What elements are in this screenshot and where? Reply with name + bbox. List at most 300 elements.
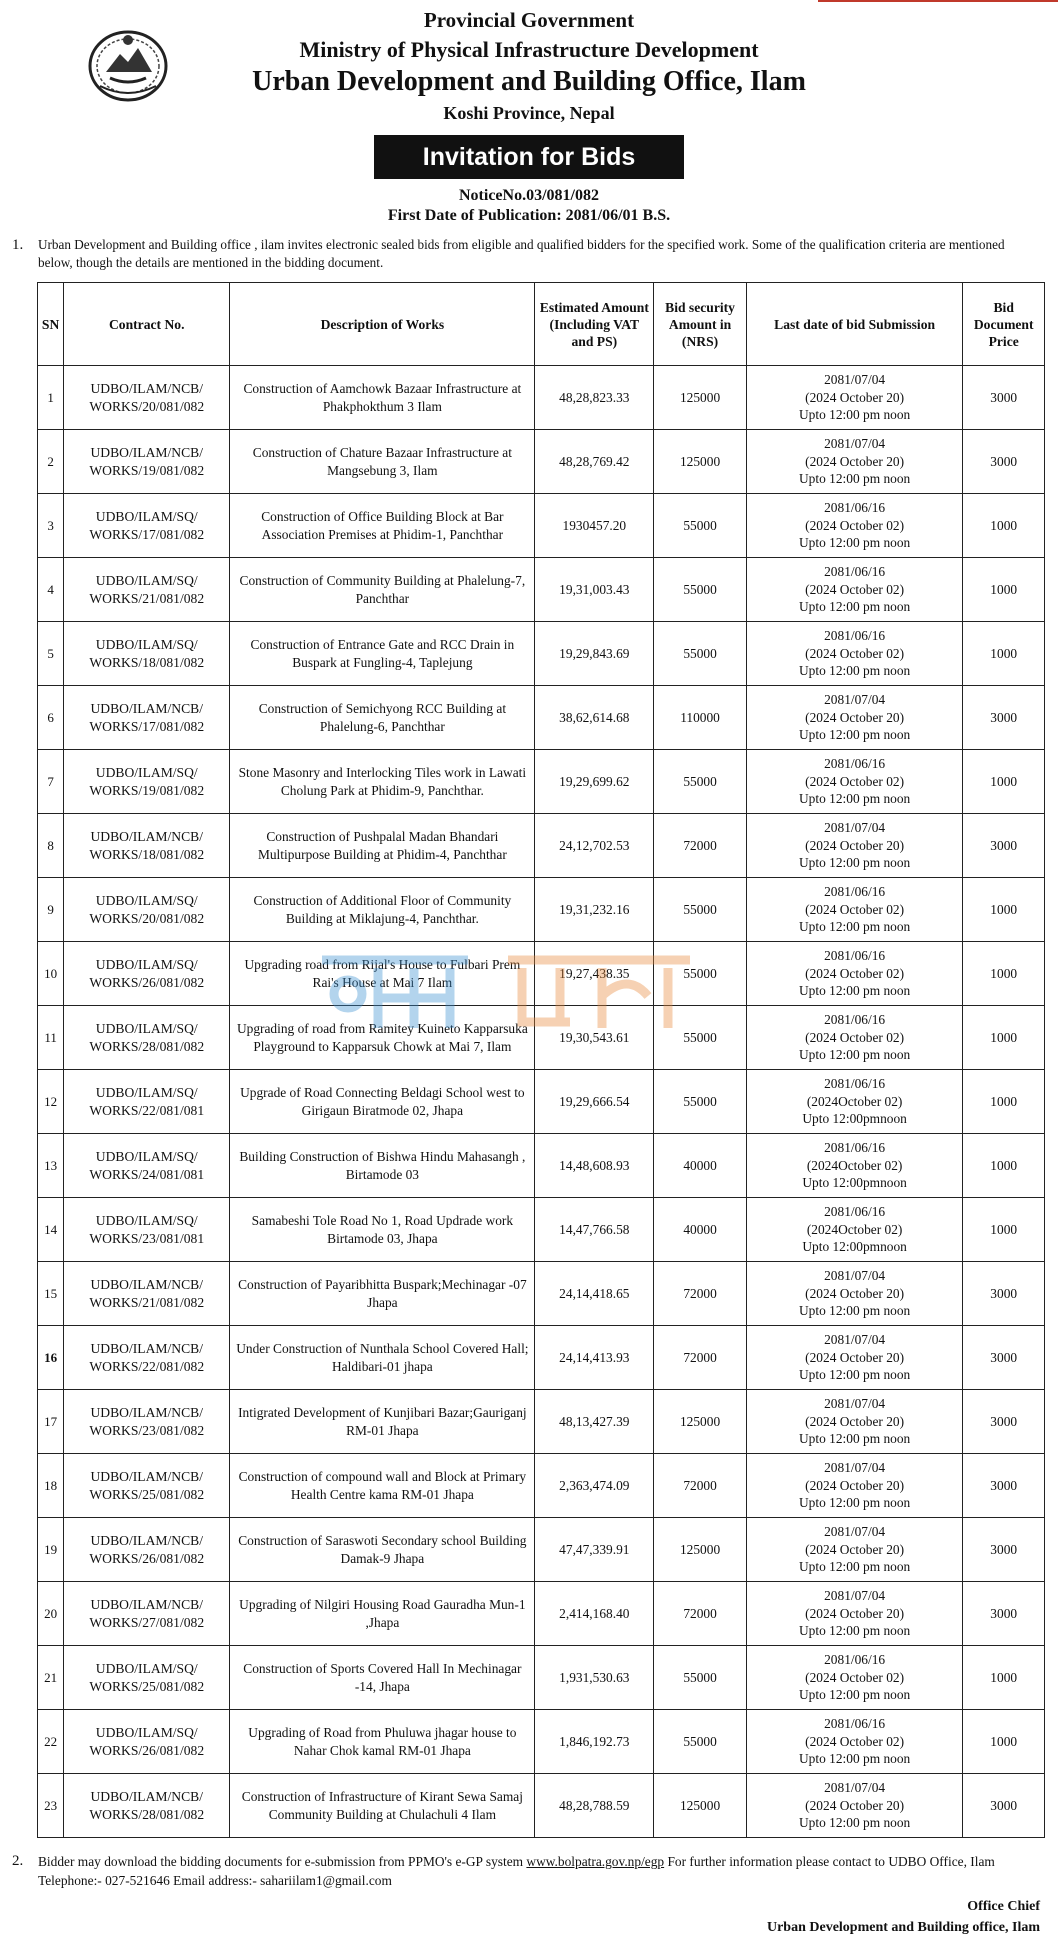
cell-amount: 19,29,699.62 — [535, 750, 654, 814]
date-bs: 2081/07/04 — [824, 692, 886, 708]
contract-line-2: WORKS/17/081/082 — [89, 526, 205, 542]
contract-line-1: UDBO/ILAM/SQ/ — [95, 957, 198, 972]
cell-contract — [64, 1134, 230, 1198]
cell-sn: 6 — [38, 686, 64, 750]
cell-amount: 1,846,192.73 — [535, 1710, 654, 1774]
cell-price: 3000 — [963, 366, 1045, 430]
cell-sn: 1 — [38, 366, 64, 430]
cell-last-date — [746, 1518, 963, 1582]
top-red-rule — [818, 0, 1058, 2]
cell-price: 3000 — [963, 1390, 1045, 1454]
date-ad: (2024October 02) — [806, 1093, 903, 1109]
contract-line-2: WORKS/22/081/081 — [89, 1102, 205, 1118]
cell-sn: 8 — [38, 814, 64, 878]
table-row — [38, 1454, 1045, 1518]
cell-security: 55000 — [654, 558, 747, 622]
table-row — [38, 1326, 1045, 1390]
cell-security: 55000 — [654, 622, 747, 686]
notice-number: NoticeNo.03/081/082 — [459, 187, 599, 204]
cell-price: 3000 — [963, 430, 1045, 494]
contract-line-2: WORKS/18/081/082 — [89, 654, 205, 670]
table-row — [38, 942, 1045, 1006]
contract-line-1: UDBO/ILAM/NCB/ — [90, 381, 204, 396]
cell-last-date — [746, 1774, 963, 1838]
cell-amount: 19,29,843.69 — [535, 622, 654, 686]
date-ad: (2024 October 02) — [805, 581, 905, 597]
cell-sn: 11 — [38, 1006, 64, 1070]
date-bs: 2081/07/04 — [824, 1332, 886, 1348]
date-time: Upto 12:00 pm noon — [799, 791, 911, 807]
contract-line-1: UDBO/ILAM/SQ/ — [95, 1213, 198, 1228]
cell-description: Construction of Pushpalal Madan Bhandari Multipurpose Building at Phidim-4, Panchthar — [230, 814, 535, 878]
date-bs: 2081/07/04 — [824, 820, 886, 836]
cell-amount: 19,27,438.35 — [535, 942, 654, 1006]
cell-amount: 48,28,823.33 — [535, 366, 654, 430]
date-ad: (2024 October 20) — [805, 1285, 905, 1301]
date-bs: 2081/06/16 — [824, 1652, 886, 1668]
cell-last-date — [746, 1646, 963, 1710]
cell-sn: 10 — [38, 942, 64, 1006]
cell-security: 40000 — [654, 1198, 747, 1262]
contract-line-1: UDBO/ILAM/NCB/ — [90, 1341, 204, 1356]
contract-line-1: UDBO/ILAM/NCB/ — [90, 445, 204, 460]
contract-line-2: WORKS/18/081/082 — [89, 846, 205, 862]
cell-amount: 19,31,232.16 — [535, 878, 654, 942]
cell-security: 72000 — [654, 1582, 747, 1646]
table-row — [38, 1198, 1045, 1262]
cell-price: 3000 — [963, 1454, 1045, 1518]
cell-amount: 47,47,339.91 — [535, 1518, 654, 1582]
cell-description: Upgrading of Road from Phuluwa jhagar house to Nahar Chok kamal RM-01 Jhapa — [230, 1710, 535, 1774]
cell-contract — [64, 558, 230, 622]
cell-contract — [64, 814, 230, 878]
cell-description: Construction of Infrastructure of Kirant Sewa Samaj Community Building at Chulachuli 4 Ilam — [230, 1774, 535, 1838]
contract-line-2: WORKS/28/081/082 — [89, 1038, 205, 1054]
contract-line-2: WORKS/17/081/082 — [89, 718, 205, 734]
date-bs: 2081/06/16 — [824, 884, 886, 900]
egp-link[interactable]: www.bolpatra.gov.np/egp — [526, 1854, 665, 1869]
cell-last-date — [746, 1262, 963, 1326]
table-row — [38, 814, 1045, 878]
cell-contract — [64, 1006, 230, 1070]
table-row — [38, 494, 1045, 558]
cell-security: 110000 — [654, 686, 747, 750]
cell-last-date — [746, 1326, 963, 1390]
cell-sn: 5 — [38, 622, 64, 686]
contract-line-2: WORKS/23/081/082 — [89, 1422, 205, 1438]
date-bs: 2081/07/04 — [824, 1780, 886, 1796]
cell-description: Construction of Aamchowk Bazaar Infrastructure at Phakphokthum 3 Ilam — [230, 366, 535, 430]
date-bs: 2081/07/04 — [824, 1268, 886, 1284]
date-bs: 2081/07/04 — [824, 436, 886, 452]
cell-sn: 7 — [38, 750, 64, 814]
contract-line-1: UDBO/ILAM/NCB/ — [90, 1405, 204, 1420]
cell-sn: 2 — [38, 430, 64, 494]
date-time: Upto 12:00 pm noon — [799, 1687, 911, 1703]
cell-price: 1000 — [963, 1646, 1045, 1710]
cell-price: 1000 — [963, 1006, 1045, 1070]
cell-sn: 17 — [38, 1390, 64, 1454]
cell-security: 55000 — [654, 1710, 747, 1774]
cell-amount: 2,363,474.09 — [535, 1454, 654, 1518]
cell-amount: 48,28,788.59 — [535, 1774, 654, 1838]
cell-description: Construction of Additional Floor of Community Building at Miklajung-4, Panchthar. — [230, 878, 535, 942]
date-time: Upto 12:00 pm noon — [799, 1751, 911, 1767]
table-row — [38, 878, 1045, 942]
cell-price: 1000 — [963, 494, 1045, 558]
cell-security: 72000 — [654, 1262, 747, 1326]
paragraph-2-text-end: For further information please contact to UDBO Office, Ilam Telephone:- 027-521646 Email address:- sahariilam1@gmail.com — [38, 1854, 995, 1888]
table-row — [38, 558, 1045, 622]
paragraph-1-number: 1. — [12, 237, 24, 253]
cell-amount: 24,14,413.93 — [535, 1326, 654, 1390]
cell-sn: 9 — [38, 878, 64, 942]
cell-description: Intigrated Development of Kunjibari Bazar;Gauriganj RM-01 Jhapa — [230, 1390, 535, 1454]
cell-last-date — [746, 1454, 963, 1518]
date-ad: (2024 October 20) — [805, 1605, 905, 1621]
cell-security: 72000 — [654, 814, 747, 878]
cell-last-date — [746, 366, 963, 430]
date-bs: 2081/07/04 — [824, 1524, 886, 1540]
publication-date: First Date of Publication: 2081/06/01 B.S. — [387, 207, 671, 224]
contract-line-1: UDBO/ILAM/SQ/ — [95, 893, 198, 908]
date-bs: 2081/06/16 — [824, 948, 886, 964]
contract-line-2: WORKS/19/081/082 — [89, 782, 205, 798]
cell-description: Construction of Office Building Block at Bar Association Premises at Phidim-1, Panchthar — [230, 494, 535, 558]
cell-description: Construction of Saraswoti Secondary school Building Damak-9 Jhapa — [230, 1518, 535, 1582]
date-time: Upto 12:00pmnoon — [802, 1175, 907, 1191]
cell-description: Construction of Chature Bazaar Infrastructure at Mangsebung 3, Ilam — [230, 430, 535, 494]
contract-line-2: WORKS/22/081/082 — [89, 1358, 205, 1374]
cell-description: Construction of compound wall and Block at Primary Health Centre kama RM-01 Jhapa — [230, 1454, 535, 1518]
cell-security: 55000 — [654, 750, 747, 814]
cell-security: 72000 — [654, 1326, 747, 1390]
contract-line-2: WORKS/26/081/082 — [89, 1742, 205, 1758]
cell-amount: 19,29,666.54 — [535, 1070, 654, 1134]
table-row — [38, 430, 1045, 494]
contract-line-2: WORKS/23/081/081 — [89, 1230, 205, 1246]
contract-line-1: UDBO/ILAM/SQ/ — [95, 1085, 198, 1100]
cell-security: 40000 — [654, 1134, 747, 1198]
contract-line-2: WORKS/24/081/081 — [89, 1166, 205, 1182]
date-bs: 2081/06/16 — [824, 628, 886, 644]
date-time: Upto 12:00 pm noon — [799, 599, 911, 615]
cell-price: 3000 — [963, 1326, 1045, 1390]
date-ad: (2024 October 20) — [805, 709, 905, 725]
date-bs: 2081/07/04 — [824, 1460, 886, 1476]
date-ad: (2024 October 20) — [805, 1349, 905, 1365]
table-row — [38, 1646, 1045, 1710]
date-time: Upto 12:00pmnoon — [802, 1239, 907, 1255]
cell-price: 1000 — [963, 622, 1045, 686]
cell-security: 55000 — [654, 1006, 747, 1070]
date-bs: 2081/06/16 — [824, 756, 886, 772]
cell-contract — [64, 430, 230, 494]
date-time: Upto 12:00 pm noon — [799, 855, 911, 871]
date-ad: (2024 October 02) — [805, 1669, 905, 1685]
cell-sn: 3 — [38, 494, 64, 558]
date-time: Upto 12:00 pm noon — [799, 1047, 911, 1063]
cell-amount: 48,13,427.39 — [535, 1390, 654, 1454]
cell-description: Construction of Entrance Gate and RCC Drain in Buspark at Fungling-4, Taplejung — [230, 622, 535, 686]
cell-contract — [64, 1262, 230, 1326]
contract-line-2: WORKS/20/081/082 — [89, 910, 205, 926]
cell-description: Construction of Sports Covered Hall In Mechinagar -14, Jhapa — [230, 1646, 535, 1710]
cell-amount: 19,31,003.43 — [535, 558, 654, 622]
date-time: Upto 12:00 pm noon — [799, 1815, 911, 1831]
cell-last-date — [746, 1070, 963, 1134]
cell-price: 3000 — [963, 686, 1045, 750]
cell-description: Under Construction of Nunthala School Covered Hall; Haldibari-01 jhapa — [230, 1326, 535, 1390]
header-estimated-amount: Estimated Amount (Including VAT and PS) — [535, 283, 654, 366]
contract-line-1: UDBO/ILAM/NCB/ — [90, 1533, 204, 1548]
cell-sn: 15 — [38, 1262, 64, 1326]
contract-line-1: UDBO/ILAM/SQ/ — [95, 1725, 198, 1740]
contract-line-1: UDBO/ILAM/NCB/ — [90, 1277, 204, 1292]
contract-line-1: UDBO/ILAM/NCB/ — [90, 1789, 204, 1804]
cell-description: Building Construction of Bishwa Hindu Mahasangh , Birtamode 03 — [230, 1134, 535, 1198]
date-time: Upto 12:00 pm noon — [799, 407, 911, 423]
date-bs: 2081/06/16 — [824, 1076, 886, 1092]
date-ad: (2024 October 20) — [805, 1541, 905, 1557]
signature-title: Office Chief — [967, 1899, 1040, 1914]
date-ad: (2024 October 20) — [805, 1413, 905, 1429]
cell-security: 125000 — [654, 366, 747, 430]
date-ad: (2024 October 02) — [805, 773, 905, 789]
cell-contract — [64, 1070, 230, 1134]
table-row — [38, 1262, 1045, 1326]
cell-description: Upgrade of Road Connecting Beldagi School west to Girigaun Biratmode 02, Jhapa — [230, 1070, 535, 1134]
paragraph-2-number: 2. — [12, 1853, 24, 1869]
cell-security: 125000 — [654, 1390, 747, 1454]
date-bs: 2081/06/16 — [824, 1716, 886, 1732]
cell-last-date — [746, 1390, 963, 1454]
cell-price: 1000 — [963, 1198, 1045, 1262]
cell-amount: 24,12,702.53 — [535, 814, 654, 878]
contract-line-1: UDBO/ILAM/NCB/ — [90, 701, 204, 716]
cell-security: 55000 — [654, 494, 747, 558]
cell-sn: 20 — [38, 1582, 64, 1646]
contract-line-1: UDBO/ILAM/SQ/ — [95, 1021, 198, 1036]
date-bs: 2081/06/16 — [824, 1012, 886, 1028]
cell-amount: 14,47,766.58 — [535, 1198, 654, 1262]
contract-line-2: WORKS/25/081/082 — [89, 1678, 205, 1694]
title-banner: Invitation for Bids — [374, 135, 684, 179]
cell-description: Upgrading road from Rijal's House to Fulbari Prem Rai's House at Mai 7 Ilam — [230, 942, 535, 1006]
date-ad: (2024October 02) — [806, 1157, 903, 1173]
cell-last-date — [746, 1134, 963, 1198]
header-description: Description of Works — [230, 283, 535, 366]
contract-line-2: WORKS/26/081/082 — [89, 974, 205, 990]
date-time: Upto 12:00pmnoon — [802, 1111, 907, 1127]
contract-line-2: WORKS/21/081/082 — [89, 1294, 205, 1310]
contract-line-1: UDBO/ILAM/NCB/ — [90, 1469, 204, 1484]
paragraph-1 — [12, 236, 1042, 272]
cell-sn: 12 — [38, 1070, 64, 1134]
cell-contract — [64, 878, 230, 942]
cell-last-date — [746, 942, 963, 1006]
cell-sn: 22 — [38, 1710, 64, 1774]
cell-last-date — [746, 494, 963, 558]
header-last-date: Last date of bid Submission — [746, 283, 963, 366]
cell-amount: 2,414,168.40 — [535, 1582, 654, 1646]
table-row — [38, 1134, 1045, 1198]
cell-description: Upgrading of Nilgiri Housing Road Gauradha Mun-1 ,Jhapa — [230, 1582, 535, 1646]
cell-price: 1000 — [963, 878, 1045, 942]
cell-contract — [64, 1326, 230, 1390]
cell-description: Stone Masonry and Interlocking Tiles work in Lawati Cholung Park at Phidim-9, Panchthar. — [230, 750, 535, 814]
date-ad: (2024 October 20) — [805, 1477, 905, 1493]
cell-price: 3000 — [963, 814, 1045, 878]
cell-contract — [64, 494, 230, 558]
cell-sn: 21 — [38, 1646, 64, 1710]
paragraph-1-text: Urban Development and Building office , ilam invites electronic sealed bids from eligible and qualified bidders for the specified work. Some of the qualification criteria are mentioned below, though the details are mentioned in the bidding document. — [38, 237, 1005, 270]
table-row — [38, 1070, 1045, 1134]
contract-line-2: WORKS/21/081/082 — [89, 590, 205, 606]
cell-price: 1000 — [963, 750, 1045, 814]
date-time: Upto 12:00 pm noon — [799, 1559, 911, 1575]
date-bs: 2081/06/16 — [824, 1140, 886, 1156]
cell-contract — [64, 942, 230, 1006]
bid-table — [37, 282, 1045, 1838]
cell-sn: 14 — [38, 1198, 64, 1262]
cell-sn: 13 — [38, 1134, 64, 1198]
cell-contract — [64, 1582, 230, 1646]
cell-contract — [64, 1710, 230, 1774]
date-time: Upto 12:00 pm noon — [799, 535, 911, 551]
notice-header — [0, 6, 1058, 191]
cell-contract — [64, 1518, 230, 1582]
contract-line-1: UDBO/ILAM/SQ/ — [95, 1661, 198, 1676]
date-ad: (2024 October 20) — [805, 453, 905, 469]
cell-sn: 4 — [38, 558, 64, 622]
header-document-price: Bid Document Price — [963, 283, 1045, 366]
paragraph-2-text-start: Bidder may download the bidding documents for e-submission from PPMO's e-GP system — [38, 1854, 527, 1869]
contract-line-2: WORKS/19/081/082 — [89, 462, 205, 478]
cell-last-date — [746, 750, 963, 814]
cell-last-date — [746, 1006, 963, 1070]
contract-line-2: WORKS/25/081/082 — [89, 1486, 205, 1502]
cell-contract — [64, 686, 230, 750]
cell-description: Construction of Payaribhitta Buspark;Mechinagar -07 Jhapa — [230, 1262, 535, 1326]
table-row — [38, 1710, 1045, 1774]
cell-price: 1000 — [963, 1070, 1045, 1134]
date-bs: 2081/06/16 — [824, 564, 886, 580]
cell-description: Samabeshi Tole Road No 1, Road Updrade work Birtamode 03, Jhapa — [230, 1198, 535, 1262]
header-contract: Contract No. — [64, 283, 230, 366]
date-time: Upto 12:00 pm noon — [799, 471, 911, 487]
cell-security: 55000 — [654, 1070, 747, 1134]
cell-security: 72000 — [654, 1454, 747, 1518]
cell-price: 1000 — [963, 1710, 1045, 1774]
cell-security: 55000 — [654, 942, 747, 1006]
cell-price: 3000 — [963, 1774, 1045, 1838]
header-bid-security: Bid security Amount in (NRS) — [654, 283, 747, 366]
date-time: Upto 12:00 pm noon — [799, 1623, 911, 1639]
cell-sn: 23 — [38, 1774, 64, 1838]
contract-line-1: UDBO/ILAM/NCB/ — [90, 1597, 204, 1612]
cell-description: Upgrading of road from Ramitey Kuineto Kapparsuka Playground to Kapparsuk Chowk at Mai 7, Ilam — [230, 1006, 535, 1070]
header-sn: SN — [38, 283, 64, 366]
cell-contract — [64, 750, 230, 814]
date-ad: (2024 October 02) — [805, 1733, 905, 1749]
signature-office: Urban Development and Building office, Ilam — [766, 1920, 1040, 1935]
date-ad: (2024 October 20) — [805, 389, 905, 405]
table-row — [38, 1774, 1045, 1838]
date-ad: (2024 October 20) — [805, 837, 905, 853]
contract-line-2: WORKS/26/081/082 — [89, 1550, 205, 1566]
cell-price: 1000 — [963, 942, 1045, 1006]
date-ad: (2024 October 02) — [805, 901, 905, 917]
date-time: Upto 12:00 pm noon — [799, 663, 911, 679]
cell-amount: 14,48,608.93 — [535, 1134, 654, 1198]
date-ad: (2024 October 02) — [805, 645, 905, 661]
cell-security: 55000 — [654, 1646, 747, 1710]
date-bs: 2081/06/16 — [824, 1204, 886, 1220]
cell-last-date — [746, 558, 963, 622]
cell-security: 55000 — [654, 878, 747, 942]
table-row — [38, 750, 1045, 814]
header-line-2: Ministry of Physical Infrastructure Development — [299, 37, 759, 62]
table-row — [38, 1582, 1045, 1646]
header-line-3: Urban Development and Building Office, Ilam — [252, 66, 806, 97]
cell-amount: 19,30,543.61 — [535, 1006, 654, 1070]
date-time: Upto 12:00 pm noon — [799, 1495, 911, 1511]
table-row — [38, 622, 1045, 686]
contract-line-1: UDBO/ILAM/SQ/ — [95, 765, 198, 780]
cell-contract — [64, 1774, 230, 1838]
cell-last-date — [746, 878, 963, 942]
cell-last-date — [746, 1582, 963, 1646]
contract-line-1: UDBO/ILAM/SQ/ — [95, 509, 198, 524]
cell-price: 3000 — [963, 1582, 1045, 1646]
cell-last-date — [746, 1198, 963, 1262]
cell-contract — [64, 1390, 230, 1454]
date-time: Upto 12:00 pm noon — [799, 1367, 911, 1383]
cell-amount: 1,931,530.63 — [535, 1646, 654, 1710]
date-ad: (2024 October 02) — [805, 1029, 905, 1045]
cell-sn: 16 — [38, 1326, 64, 1390]
cell-contract — [64, 366, 230, 430]
date-bs: 2081/07/04 — [824, 372, 886, 388]
date-bs: 2081/07/04 — [824, 1396, 886, 1412]
date-time: Upto 12:00 pm noon — [799, 1303, 911, 1319]
table-row — [38, 1518, 1045, 1582]
table-row — [38, 366, 1045, 430]
cell-security: 125000 — [654, 430, 747, 494]
date-time: Upto 12:00 pm noon — [799, 919, 911, 935]
header-line-1: Provincial Government — [423, 8, 635, 32]
cell-contract — [64, 1454, 230, 1518]
cell-price: 1000 — [963, 558, 1045, 622]
contract-line-1: UDBO/ILAM/NCB/ — [90, 829, 204, 844]
cell-last-date — [746, 622, 963, 686]
cell-contract — [64, 1198, 230, 1262]
date-bs: 2081/07/04 — [824, 1588, 886, 1604]
cell-last-date — [746, 686, 963, 750]
date-time: Upto 12:00 pm noon — [799, 1431, 911, 1447]
contract-line-2: WORKS/20/081/082 — [89, 398, 205, 414]
cell-price: 1000 — [963, 1134, 1045, 1198]
date-time: Upto 12:00 pm noon — [799, 727, 911, 743]
cell-amount: 1930457.20 — [535, 494, 654, 558]
table-header-row — [38, 283, 1045, 366]
cell-security: 125000 — [654, 1774, 747, 1838]
cell-last-date — [746, 814, 963, 878]
date-ad: (2024 October 02) — [805, 965, 905, 981]
cell-last-date — [746, 430, 963, 494]
cell-price: 3000 — [963, 1518, 1045, 1582]
